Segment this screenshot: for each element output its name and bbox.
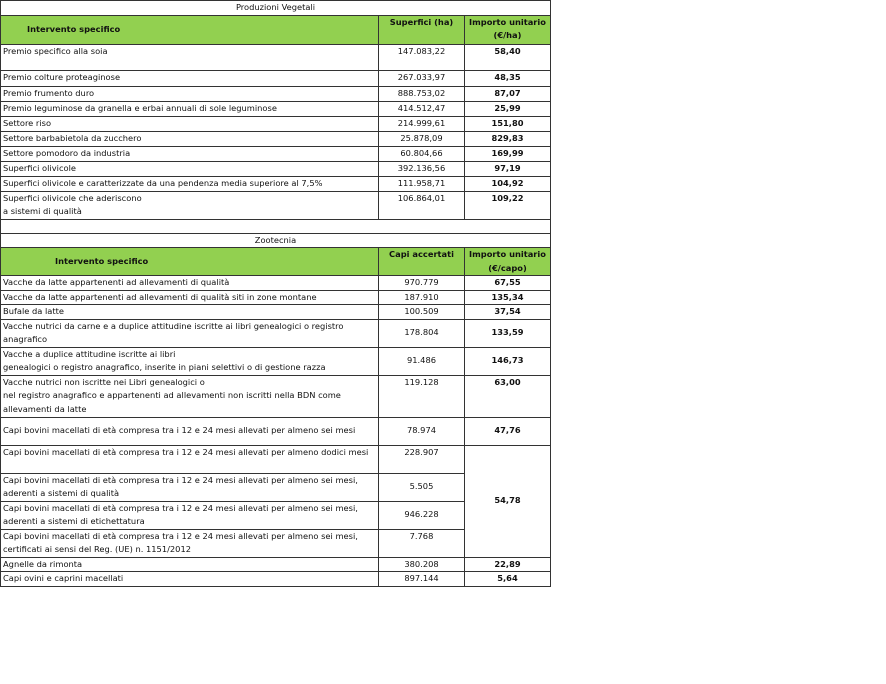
row-amount: 48,35: [465, 70, 551, 86]
zoo-col-importo-header: Importo unitario (€/capo): [465, 248, 551, 276]
row-label: Agnelle da rimonta: [1, 557, 379, 572]
row-amount: 104,92: [465, 176, 551, 191]
row-label: Superfici olivicole: [1, 161, 379, 176]
veg-col-importo-header: Importo unitario (€/ha): [465, 15, 551, 44]
row-amount: 135,34: [465, 290, 551, 305]
table-row: [1, 176, 551, 191]
table-row: [1, 276, 551, 291]
table-row: [1, 290, 551, 305]
row-amount: 87,07: [465, 86, 551, 101]
table-row: [1, 445, 551, 473]
row-qty: 7.768: [379, 529, 465, 557]
row-amount: 37,54: [465, 305, 551, 320]
row-amount: 169,99: [465, 146, 551, 161]
row-qty: 60.804,66: [379, 146, 465, 161]
row-qty: 392.136,56: [379, 161, 465, 176]
table-row: [1, 557, 551, 572]
row-amount: 5,64: [465, 572, 551, 587]
row-amount: 47,76: [465, 417, 551, 445]
table-row: [1, 131, 551, 146]
row-label: Capi bovini macellati di età compresa tra i 12 e 24 mesi allevati per almeno sei mesi, aderenti a sistemi di etichettatura: [1, 501, 379, 529]
section-title-vegetali: Produzioni Vegetali: [1, 1, 551, 16]
row-amount: 25,99: [465, 101, 551, 116]
table-row: [1, 305, 551, 320]
row-label: Vacche a duplice attitudine iscritte ai libri genealogici o registro anagrafico, inserite in piani selettivi o di gestione razza: [1, 347, 379, 375]
row-qty: 5.505: [379, 473, 465, 501]
row-qty: 25.878,09: [379, 131, 465, 146]
section-spacer: [1, 219, 551, 233]
row-qty: 214.999,61: [379, 116, 465, 131]
row-label: Superfici olivicole e caratterizzate da una pendenza media superiore al 7,5%: [1, 176, 379, 191]
row-qty: 267.033,97: [379, 70, 465, 86]
row-qty: 187.910: [379, 290, 465, 305]
row-label: Capi bovini macellati di età compresa tra i 12 e 24 mesi allevati per almeno dodici mesi: [1, 445, 379, 473]
row-label: Settore barbabietola da zucchero: [1, 131, 379, 146]
row-label: Premio colture proteaginose: [1, 70, 379, 86]
row-amount: 97,19: [465, 161, 551, 176]
row-amount: 63,00: [465, 375, 551, 417]
row-label: Capi bovini macellati di età compresa tra i 12 e 24 mesi allevati per almeno sei mesi, aderenti a sistemi di qualità: [1, 473, 379, 501]
row-label: Bufale da latte: [1, 305, 379, 320]
row-amount: 133,59: [465, 319, 551, 347]
row-qty: 414.512,47: [379, 101, 465, 116]
row-amount: 67,55: [465, 276, 551, 291]
zoo-col-capi-header: Capi accertati: [379, 248, 465, 276]
row-label: Settore riso: [1, 116, 379, 131]
table-row: [1, 375, 551, 417]
row-amount: 146,73: [465, 347, 551, 375]
row-amount: 829,83: [465, 131, 551, 146]
table-row: [1, 146, 551, 161]
table-row: [1, 417, 551, 445]
row-label: Capi bovini macellati di età compresa tra i 12 e 24 mesi allevati per almeno sei mesi, certificati ai sensi del Reg. (UE) n. 1151/2012: [1, 529, 379, 557]
row-label: Settore pomodoro da industria: [1, 146, 379, 161]
row-amount: 151,80: [465, 116, 551, 131]
table-row: [1, 319, 551, 347]
row-qty: 111.958,71: [379, 176, 465, 191]
table-row: [1, 572, 551, 587]
table-row: [1, 70, 551, 86]
row-label: Capi bovini macellati di età compresa tra i 12 e 24 mesi allevati per almeno sei mesi: [1, 417, 379, 445]
row-label: Capi ovini e caprini macellati: [1, 572, 379, 587]
row-qty: 178.804: [379, 319, 465, 347]
merged-amount: 54,78: [465, 445, 551, 557]
row-label: Vacche da latte appartenenti ad allevamenti di qualità: [1, 276, 379, 291]
row-amount: 58,40: [465, 44, 551, 70]
table-row: [1, 191, 551, 219]
row-qty: 228.907: [379, 445, 465, 473]
section-title-zootecnia: Zootecnia: [1, 233, 551, 248]
table-row: [1, 44, 551, 70]
table-row: [1, 86, 551, 101]
row-qty: 897.144: [379, 572, 465, 587]
row-qty: 119.128: [379, 375, 465, 417]
row-label: Vacche nutrici da carne e a duplice attitudine iscritte ai libri genealogici o registro anagrafico: [1, 319, 379, 347]
table-row: [1, 347, 551, 375]
row-qty: 78.974: [379, 417, 465, 445]
table-row: [1, 161, 551, 176]
row-qty: 91.486: [379, 347, 465, 375]
row-label: Premio specifico alla soia: [1, 44, 379, 70]
row-amount: 22,89: [465, 557, 551, 572]
row-label: Superfici olivicole che aderiscono a sistemi di qualità: [1, 191, 379, 219]
row-qty: 888.753,02: [379, 86, 465, 101]
row-qty: 147.083,22: [379, 44, 465, 70]
row-qty: 946.228: [379, 501, 465, 529]
row-label: Vacche da latte appartenenti ad allevamenti di qualità siti in zone montane: [1, 290, 379, 305]
row-qty: 106.864,01: [379, 191, 465, 219]
row-qty: 100.509: [379, 305, 465, 320]
row-label: Premio leguminose da granella e erbai annuali di sole leguminose: [1, 101, 379, 116]
row-qty: 380.208: [379, 557, 465, 572]
row-label: Vacche nutrici non iscritte nei Libri genealogici o nel registro anagrafico e appartenenti ad allevamenti non iscritti nella BDN come allevamenti da latte: [1, 375, 379, 417]
row-label: Premio frumento duro: [1, 86, 379, 101]
veg-col-intervento-header: Intervento specifico: [1, 15, 379, 44]
veg-col-superfici-header: Superfici (ha): [379, 15, 465, 44]
table-row: [1, 101, 551, 116]
table-row: [1, 116, 551, 131]
zoo-col-intervento-header: Intervento specifico: [1, 248, 379, 276]
row-amount: 109,22: [465, 191, 551, 219]
row-qty: 970.779: [379, 276, 465, 291]
